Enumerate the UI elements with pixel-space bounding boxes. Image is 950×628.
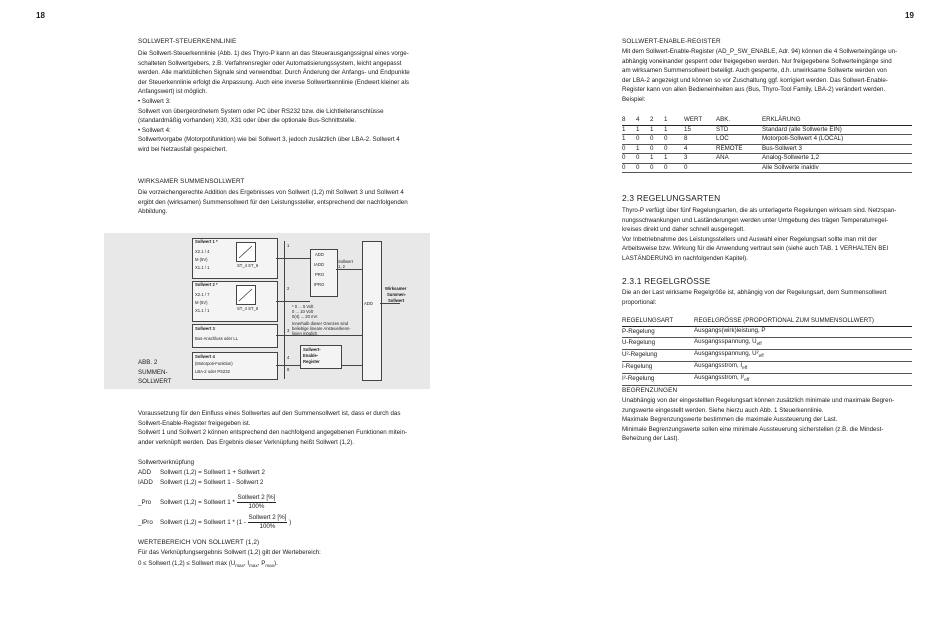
table-cell: 1 bbox=[664, 154, 684, 164]
fraction-numerator: Sollwert 2 [%] bbox=[248, 514, 287, 521]
table-cell: 3 bbox=[684, 154, 716, 164]
text-line: proportional: bbox=[622, 298, 657, 306]
enable-bits-table bbox=[622, 116, 912, 173]
paragraph-summensollwert bbox=[138, 188, 408, 217]
table-cell: LOC bbox=[716, 135, 762, 145]
table-cell: 0 bbox=[636, 163, 650, 173]
cell-text: Ausgangsstrom, I bbox=[694, 361, 743, 369]
connector-line bbox=[276, 258, 310, 259]
text-line: LASTÄNDERUNG im nachfolgenden Kapitel). bbox=[622, 254, 748, 262]
table-cell: STD bbox=[716, 125, 762, 135]
enable-label: Sollwert- bbox=[303, 347, 321, 352]
table-cell bbox=[694, 326, 912, 338]
op-iadd: IADD bbox=[314, 262, 325, 267]
note-line: linien möglich bbox=[292, 331, 318, 336]
table-cell: 0 bbox=[650, 135, 664, 145]
terminal-label: X2.1 / 4 bbox=[195, 249, 210, 254]
pro-fraction bbox=[237, 494, 277, 511]
formula-part: ). bbox=[274, 560, 278, 567]
formula-part: , I bbox=[243, 560, 250, 567]
op-iadd-label: IADD bbox=[138, 479, 153, 486]
pro-formula-text: Sollwert (1,2) = Sollwert 1 * bbox=[160, 499, 235, 507]
cell-text: Ausgangs(wirk)leistung, P bbox=[694, 326, 766, 334]
text-line: abhängig voneinander gesperrt oder freigegeben werden. Nur freigegebene Sollwerteingänge sind bbox=[622, 57, 892, 65]
heading-wirksamer-summensollwert: WIRKSAMER SUMMENSOLLWERT bbox=[138, 178, 245, 185]
bus-label: Bus-Anschluss oder LL bbox=[195, 336, 239, 341]
table-cell: REMOTE bbox=[716, 144, 762, 154]
cell-text: Ausgangsstrom, I² bbox=[694, 373, 745, 381]
paragraph-voraussetzung bbox=[138, 409, 407, 447]
caption-line: SUMMEN- bbox=[138, 368, 168, 376]
table-cell: 0 bbox=[664, 144, 684, 154]
text-line: nungsschwankungen und Laständerungen werden unter Umgebung des trägen Temperaturregel- bbox=[622, 216, 889, 224]
fraction-numerator: Sollwert 2 [%] bbox=[237, 494, 276, 501]
bullet-sollwert3: • Sollwert 3: bbox=[138, 97, 171, 105]
heading-begrenzungen: BEGRENZUNGEN bbox=[622, 387, 678, 394]
fraction-denominator: 100% bbox=[248, 503, 265, 510]
table-cell: 1 bbox=[622, 135, 636, 145]
subscript: eff bbox=[742, 365, 748, 371]
table-cell: 1 bbox=[664, 125, 684, 135]
table-cell bbox=[694, 373, 912, 385]
table-cell bbox=[716, 163, 762, 173]
text-line: Vor Inbetriebnahme des Leistungsstellers und Auswahl einer Regelungsart sollte man mit der bbox=[622, 235, 877, 243]
sollwert3-label: Sollwert 3 bbox=[195, 326, 215, 331]
table-cell: 0 bbox=[636, 135, 650, 145]
table-cell bbox=[694, 338, 912, 350]
text-line: Voraussetzung für den Einfluss eines Sollwertes auf den Summensollwert ist, dass er durch das bbox=[138, 410, 401, 417]
motorpoti-label: (Motorpoti-Funktion) bbox=[195, 361, 233, 366]
kennlinie-icon bbox=[236, 242, 256, 262]
table-cell: Bus-Sollwert 3 bbox=[762, 144, 912, 154]
table-cell: I-Regelung bbox=[622, 361, 694, 373]
enable-label: Register bbox=[303, 359, 320, 364]
text-line: Arbeitsweise bzw. Wirkung für die Anwendung vertraut sein (siehe auch TAB. 1 VERHALTEN BEI bbox=[622, 245, 889, 253]
table-cell: 1 bbox=[622, 125, 636, 135]
text-line: Register kann von allen Bedieneinheiten aus (Bus, Thyro-Tool Family, LBA-2) verändert werden. bbox=[622, 86, 886, 94]
table-cell: Alle Sollwerte inaktiv bbox=[762, 163, 912, 173]
subscript: max bbox=[265, 563, 275, 569]
paragraph-steuerkennlinie bbox=[138, 49, 410, 155]
sollwert12-label: Sollwert 1, 2 bbox=[338, 259, 353, 269]
table-cell: 8 bbox=[684, 135, 716, 145]
text-line: Beheizung der Last). bbox=[622, 435, 680, 443]
text-line: Maximale Begrenzungswerte bestimmen die maximale Aussteuerung der Last. bbox=[622, 416, 838, 424]
table-cell: 0 bbox=[664, 135, 684, 145]
ipro-formula bbox=[160, 514, 291, 531]
add-block bbox=[362, 241, 382, 381]
connector-line bbox=[276, 335, 362, 336]
text-line: zungswerte eingestellt werden. Siehe hierzu auch Abb. 1 Steuerkennlinie. bbox=[622, 406, 824, 414]
text-line: (standardmäßig vorhanden) X30, X31 oder über die optionale Bus-Schnittstelle. bbox=[138, 117, 357, 125]
op-ipro: IPRO bbox=[314, 282, 325, 287]
table-cell: U²-Regelung bbox=[622, 350, 694, 362]
text-line: Beispiel: bbox=[622, 95, 646, 103]
table-cell: Standard (alle Sollwerte EIN) bbox=[762, 125, 912, 135]
paragraph-regelgroesse bbox=[622, 288, 886, 307]
table-row bbox=[622, 350, 912, 362]
table-cell: 0 bbox=[636, 154, 650, 164]
text-line: Sollwert von übergeordnetem System oder PC über RS232 bzw. die Lichtleiteranschlüsse bbox=[138, 107, 384, 115]
wertebereich-formula bbox=[138, 559, 278, 571]
table-row bbox=[622, 163, 912, 173]
text-line: Sollwertvorgabe (Motorpotifunktion) wie bei Sollwert 3, jedoch zusätzlich über LBA-2. Sollwert 4 bbox=[138, 136, 400, 144]
text-line: ander verknüpft werden. Das Ergebnis dieser Verknüpfung heißt Sollwert (1,2). bbox=[138, 438, 354, 446]
paragraph-enable-register bbox=[622, 47, 897, 105]
table-cell: Analog-Sollwerte 1,2 bbox=[762, 154, 912, 164]
page-number-left: 18 bbox=[36, 11, 45, 20]
table-cell: 4 bbox=[684, 144, 716, 154]
st-label: ST_4 ST_6 bbox=[237, 306, 259, 311]
text-line: ergibt den (wirksamen) Summensollwert für den Leistungssteller, entsprechend der nachfolgenden bbox=[138, 198, 408, 206]
text-line: kreises direkt und daher schnell ausgeregelt. bbox=[622, 226, 745, 234]
switch-number: 4 bbox=[287, 355, 290, 360]
text-line: Sollwert 1 und Sollwert 2 können entsprechend den nachfolgend angegebenen Funktionen mitein- bbox=[138, 429, 407, 437]
connector-line bbox=[336, 269, 362, 270]
sollwert2-label: Sollwert 2 * bbox=[195, 282, 218, 287]
wertebereich-text: Für das Verknüpfungsergebnis Sollwert (1,2) gilt der Wertebereich: bbox=[138, 549, 321, 556]
switch-number: 3 bbox=[287, 328, 290, 333]
header-cell: ABK. bbox=[716, 116, 762, 125]
formula-part: 0 ≤ Sollwert (1,2) ≤ Sollwert max (U bbox=[138, 560, 236, 567]
bullet-sollwert4: • Sollwert 4: bbox=[138, 126, 171, 134]
table-cell: ANA bbox=[716, 154, 762, 164]
table-cell: 15 bbox=[684, 125, 716, 135]
switch-number: 1 bbox=[287, 243, 290, 248]
heading-sollwert-steuerkennlinie: SOLLWERT-STEUERKENNLINIE bbox=[138, 38, 237, 45]
text-line: Die an der Last wirksame Regelgröße ist, abhängig von der Regelungsart, dem Summensollwert bbox=[622, 289, 887, 296]
table-cell: 0 bbox=[684, 163, 716, 173]
table-header-row bbox=[622, 116, 912, 125]
table-row bbox=[622, 326, 912, 338]
table-cell: 1 bbox=[650, 154, 664, 164]
lba-label: LBA-2 oder PS232 bbox=[195, 369, 230, 374]
add-formula: Sollwert (1,2) = Sollwert 1 + Sollwert 2 bbox=[160, 469, 265, 476]
op-add: ADD bbox=[315, 252, 324, 257]
st-label: ST_4 ST_6 bbox=[237, 263, 259, 268]
text-line: Mit dem Sollwert-Enable-Register (AD_P_SW_ENABLE, Adr. 94) können die 4 Sollwerteingänge un- bbox=[622, 48, 898, 55]
table-cell bbox=[694, 350, 912, 362]
text-line: schalteten Sollwertgebers, z.B. Verfahrensregler oder Automatisierungssystem, leicht angepasst bbox=[138, 59, 402, 67]
op-add-label: ADD bbox=[138, 469, 152, 476]
connector-line bbox=[276, 301, 310, 302]
ipro-formula-text: Sollwert (1,2) = Sollwert 1 * (1 - bbox=[160, 519, 246, 527]
text-line: am wirksamen Summensollwert beteiligt. Auch gesperrte, d.h. unwirksame Sollwerte werden von bbox=[622, 67, 887, 75]
header-cell: ERKLÄRUNG bbox=[762, 116, 912, 125]
enable-label: Enable- bbox=[303, 353, 319, 358]
terminal-label: M (5V) bbox=[195, 257, 208, 262]
heading-regelgroesse: 2.3.1 REGELGRÖSSE bbox=[622, 276, 711, 286]
subscript: eff bbox=[758, 353, 764, 359]
text-line: Die vorzeichengerechte Addition des Ergebnisses von Sollwert (1,2) mit Sollwert 3 und Sollwert 4 bbox=[138, 189, 404, 196]
table-row bbox=[622, 154, 912, 164]
table-cell: 0 bbox=[622, 154, 636, 164]
table-row bbox=[622, 135, 912, 145]
table-cell bbox=[694, 361, 912, 373]
heading-regelungsarten: 2.3 REGELUNGSARTEN bbox=[622, 193, 721, 203]
pro-formula bbox=[160, 494, 276, 511]
kennlinie-icon bbox=[236, 285, 256, 305]
table-row bbox=[622, 373, 912, 385]
table-cell: 1 bbox=[650, 125, 664, 135]
note-line: 0(4) ... 20 mA bbox=[292, 314, 318, 319]
table-cell: U-Regelung bbox=[622, 338, 694, 350]
formula-part: , P bbox=[257, 560, 266, 567]
iadd-formula: Sollwert (1,2) = Sollwert 1 - Sollwert 2 bbox=[160, 479, 264, 486]
heading-wertebereich: WERTEBEREICH VON SOLLWERT (1,2) bbox=[138, 539, 260, 546]
note-line: * 0 ... 5 Volt bbox=[292, 304, 314, 309]
table-cell: P-Regelung bbox=[622, 326, 694, 338]
header-cell: 2 bbox=[650, 116, 664, 125]
text-line: werden. Alle marktüblichen Signale sind verwendbar. Durch Änderung der Anfangs- und Endpunkte bbox=[138, 69, 410, 77]
terminal-label: X1.1 / 1 bbox=[195, 308, 210, 313]
paragraph-begrenzungen bbox=[622, 396, 894, 444]
header-cell: REGELUNGSART bbox=[622, 317, 694, 326]
note-line: beliebige lineare Ansteuerkenn- bbox=[292, 326, 351, 331]
table-cell: 1 bbox=[636, 144, 650, 154]
table-header-row bbox=[622, 317, 912, 326]
paragraph-regelungsarten bbox=[622, 206, 896, 264]
cell-text: Ausgangsspannung, U² bbox=[694, 350, 759, 358]
closing-paren: ) bbox=[289, 519, 292, 527]
terminal-label: X2.1 / 7 bbox=[195, 292, 210, 297]
note-line: Innerhalb dieser Grenzen sind bbox=[292, 321, 349, 326]
terminal-label: M (5V) bbox=[195, 300, 208, 305]
switch-number: 8 bbox=[287, 367, 290, 372]
text-line: wird bei Netzausfall gespeichert. bbox=[138, 145, 228, 153]
text-line: Sollwert-Enable-Register freigegeben ist. bbox=[138, 419, 251, 427]
figure-caption bbox=[138, 358, 171, 387]
header-cell: 4 bbox=[636, 116, 650, 125]
switch-bus-line bbox=[284, 241, 285, 379]
heading-sollwert-enable-register: SOLLWERT-ENABLE-REGISTER bbox=[622, 38, 721, 45]
terminal-label: X1.1 / 1 bbox=[195, 265, 210, 270]
table-cell: 0 bbox=[650, 163, 664, 173]
header-cell: 8 bbox=[622, 116, 636, 125]
op-pro-label: _Pro bbox=[138, 499, 152, 506]
page-number-right: 19 bbox=[905, 11, 914, 20]
table-cell: I²-Regelung bbox=[622, 373, 694, 385]
sollwert1-label: Sollwert 1 * bbox=[195, 239, 218, 244]
table-row bbox=[622, 361, 912, 373]
caption-line: SOLLWERT bbox=[138, 378, 172, 386]
text-line: Abbildung. bbox=[138, 208, 168, 216]
text-line: Die Sollwert-Steuerkennlinie (Abb. 1) des Thyro-P kann an das Steuerausgangssignal eines vorge- bbox=[138, 50, 409, 57]
wirksamer-label: Wirksamer bbox=[385, 286, 407, 291]
subscript: max bbox=[235, 563, 244, 569]
text-line: der LBA-2 angezeigt und können so vor Zuschaltung ggf. korrigiert werden. Das Sollwert-Enable- bbox=[622, 76, 888, 84]
table-cell: 0 bbox=[622, 144, 636, 154]
note-line: 0 ... 10 Volt bbox=[292, 309, 313, 314]
summen-label: Summen- bbox=[387, 292, 407, 297]
op-pro: PRO bbox=[315, 272, 325, 277]
header-cell: 1 bbox=[664, 116, 684, 125]
table-cell: Motorpoti-Sollwert 4 (LOCAL) bbox=[762, 135, 912, 145]
table-cell: 0 bbox=[664, 163, 684, 173]
sollwert4-label: Sollwert 4 bbox=[195, 354, 215, 359]
table-cell: 1 bbox=[636, 125, 650, 135]
regelgroesse-table bbox=[622, 317, 912, 386]
op-ipro-label: _IPro bbox=[138, 519, 153, 526]
text-line: Minimale Begrenzungswerte sollen eine minimale Aussteuerung sicherstellen (z.B. die Mindest- bbox=[622, 425, 884, 433]
text-line: Unabhängig von der eingestellten Regelungsart können zusätzlich minimale und maximale Begren- bbox=[622, 397, 895, 404]
subscript: eff bbox=[756, 341, 762, 347]
table-row bbox=[622, 338, 912, 350]
table-row bbox=[622, 125, 912, 135]
subscript: eff bbox=[744, 377, 750, 383]
header-cell: WERT bbox=[684, 116, 716, 125]
table-cell: 0 bbox=[650, 144, 664, 154]
text-line: Thyro-P verfügt über fünf Regelungsarten, die als unterlagerte Regelungen wirksam sind. Netzspan- bbox=[622, 207, 897, 214]
subscript: max bbox=[249, 563, 258, 569]
connector-line bbox=[380, 303, 400, 304]
heading-sollwertverknuepfung: Sollwertverknüpfung bbox=[138, 459, 195, 466]
text-line: der Steuerkennlinie erfolgt die Anpassung. Auch eine inverse Sollwertkennlinie (Endwert kleiner als bbox=[138, 78, 410, 86]
add-label: ADD bbox=[364, 301, 373, 306]
table-cell: 0 bbox=[622, 163, 636, 173]
cell-text: Ausgangsspannung, U bbox=[694, 338, 757, 346]
fraction-denominator: 100% bbox=[259, 523, 276, 530]
ipro-fraction bbox=[248, 514, 288, 531]
text-line: Anfangswert) ist möglich. bbox=[138, 88, 208, 96]
header-cell: REGELGRÖSSE (PROPORTIONAL ZUM SUMMENSOLLWERT) bbox=[694, 317, 912, 326]
switch-number: 2 bbox=[287, 286, 290, 291]
caption-line: ABB. 2 bbox=[138, 359, 158, 366]
sollwert-label: Sollwert bbox=[388, 298, 405, 303]
table-row bbox=[622, 144, 912, 154]
